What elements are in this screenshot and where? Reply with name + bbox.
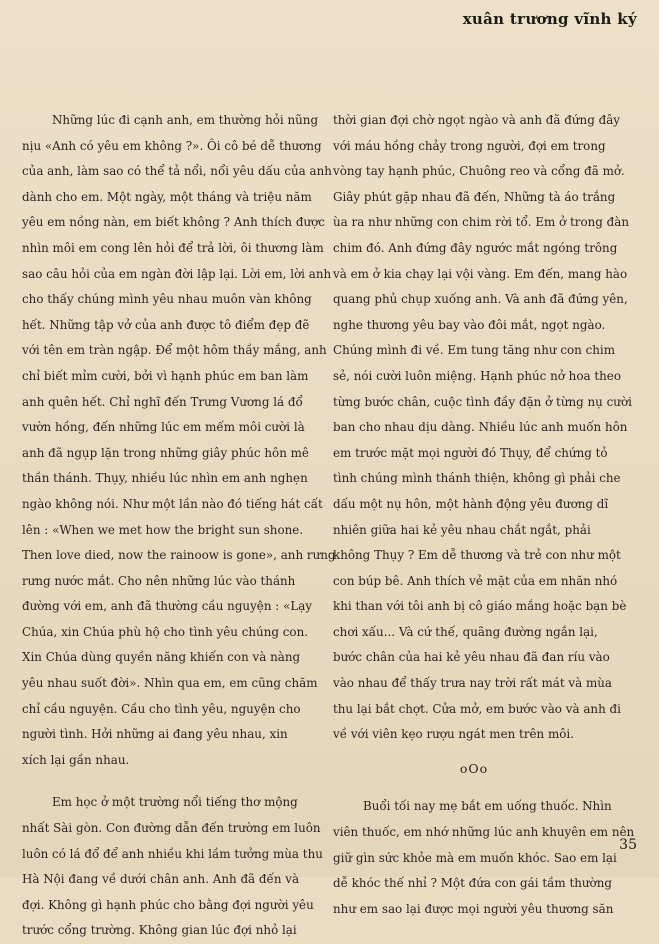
text-line: chim đó. Anh đứng đây ngước mắt ngóng trông	[333, 240, 618, 255]
text-line: nhìn môi em cong lên hỏi để trả lời, ôi thương làm	[22, 240, 324, 255]
paragraph	[333, 108, 632, 748]
text-line: chỉ biết mỉm cười, bởi vì hạnh phúc em ban làm	[22, 368, 309, 383]
text-line: ngào không nói. Như một lần nào đó tiếng hát cất	[22, 496, 323, 511]
text-line: đường với em, anh đã thường cầu nguyện : «Lạy	[22, 599, 313, 614]
text-line: yêu nhau suốt đời». Nhìn qua em, em cũng chăm	[22, 676, 318, 691]
text-line: người tình. Hởi những ai đang yêu nhau, xin	[22, 727, 288, 742]
text-line: viên thuốc, em nhớ những lúc anh khuyên em nên	[333, 825, 635, 840]
text-line: luôn có lá đổ để anh nhiều khi lầm tưởng mùa thu	[22, 846, 323, 861]
text-line: không Thụy ? Em dễ thương và trẻ con như một	[333, 548, 621, 563]
text-line: thu lại bắt chợt. Cửa mở, em bước vào và anh đi	[333, 701, 621, 716]
text-line: rưng nước mắt. Cho nên những lúc vào thánh	[22, 573, 296, 588]
text-line: Xin Chúa dùng quyền năng khiến con và nàng	[22, 650, 301, 665]
paragraph	[22, 790, 323, 944]
text-line: và em ở kia chạy lại vội vàng. Em đến, mang hào	[333, 266, 628, 281]
left-column	[22, 108, 336, 944]
text-line: ùa ra như những con chim rời tổ. Em ở trong đàn	[333, 215, 630, 230]
text-line: từng bước chân, cuộc tình đầy đặn ở từng nụ cười	[333, 394, 632, 409]
text-line: thần thánh. Thụy, nhiều lúc nhìn em anh nghẹn	[22, 471, 308, 486]
text-line: nhiên giữa hai kẻ yêu nhau chắt ngắt, phải	[333, 522, 591, 537]
text-line: bước chân của hai kẻ yêu nhau đã đan ríu vào	[333, 650, 610, 665]
text-line: em trước mặt mọi người đó Thụy, để chứng tỏ	[333, 445, 608, 460]
text-line: của anh, làm sao có thể tả nổi, nổi yêu dấu của anh	[22, 164, 332, 179]
text-line: vào nhau để thấy trưa nay trời rất mát và mùa	[333, 676, 613, 691]
paragraph-gap	[22, 773, 304, 790]
text-line: về với viên kẹo rượu ngát men trên môi.	[333, 727, 575, 742]
text-line: dành cho em. Một ngày, một tháng và triệu năm	[22, 189, 312, 204]
text-line: dấu một nụ hôn, một hành động yêu đương dĩ	[333, 496, 609, 511]
text-line: Then love died, now the rainoow is gone», anh rưng	[22, 548, 336, 563]
text-line: dễ khóc thế nhỉ ? Một đứa con gái tầm thường	[333, 876, 612, 891]
text-line: Giây phút gặp nhau đã đến, Những tà áo trắng	[333, 189, 616, 204]
text-line: hết. Những tập vở của anh được tô điểm đẹp đẽ	[22, 317, 310, 332]
text-line: xích lại gần nhau.	[22, 752, 130, 767]
text-line: cho thấy chúng mình yêu nhau muôn vàn không	[22, 292, 312, 307]
text-line: chơi xấu... Và cứ thế, quãng đường ngắn lại,	[333, 624, 598, 639]
text-line: giữ gìn sức khỏe mà em muốn khóc. Sao em lại	[333, 850, 617, 865]
text-line: anh đã ngụp lặn trong những giây phúc hôn mê	[22, 445, 309, 460]
text-line: với tên em tràn ngập. Để một hôm thầy mắng, anh	[22, 343, 327, 358]
text-line: Chúng mình đi về. Em tung tăng như con chim	[333, 343, 615, 358]
paragraph	[22, 108, 336, 773]
text-line: như em sao lại được mọi người yêu thương săn	[333, 901, 614, 916]
section-separator: oOo	[459, 760, 489, 776]
text-line: chỉ cầu nguyện. Cầu cho tình yêu, nguyện cho	[22, 701, 301, 716]
text-line: quang phủ chụp xuống anh. Và anh đã đứng yên,	[333, 292, 628, 307]
text-line: đợi. Không gì hạnh phúc cho bằng đợi người yêu	[22, 897, 314, 912]
text-line: vườn hồng, đến những lúc em mếm môi cười là	[22, 420, 305, 435]
text-line: anh quên hết. Chỉ nghĩ đến Trưng Vương lá đổ	[22, 394, 303, 409]
text-line: sẻ, nói cười luôn miệng. Hạnh phúc nở hoa theo	[333, 368, 621, 383]
page-number: 35	[619, 837, 637, 853]
text-line: Hà Nội đang về dưới chân anh. Anh đã đến và	[22, 872, 300, 887]
text-line: sao câu hỏi của em ngàn đời lập lại. Lời em, lời anh	[22, 266, 332, 281]
text-line: nhất Sài gòn. Con đường dẫn đến trường em luôn	[22, 821, 321, 836]
text-line: khi than với tôi anh bị cô giáo mắng hoặc bạn bè	[333, 599, 627, 614]
running-header: xuân trương vĩnh ký	[462, 10, 637, 28]
text-line: thời gian đợi chờ ngọt ngào và anh đã đứng đây	[333, 113, 621, 127]
text-line: nịu «Anh có yêu em không ?». Ôi cô bé dễ thương	[22, 138, 322, 153]
text-line: tình chúng mình thánh thiện, không gì phải che	[333, 471, 621, 486]
text-line: với máu hồng chảy trong người, đợi em trong	[333, 138, 606, 153]
text-line: Những lúc đi cạnh anh, em thường hỏi nũng	[52, 113, 319, 127]
text-line: yêu em nồng nàn, em biết không ? Anh thích được	[22, 215, 325, 230]
text-line: ban cho nhau dịu dàng. Nhiều lúc anh muốn hôn	[333, 420, 628, 435]
text-line: nghe thương yêu bay vào đôi mắt, ngọt ngào.	[333, 317, 606, 332]
text-line: Chúa, xin Chúa phù hộ cho tình yêu chúng con.	[22, 624, 309, 639]
text-line: Em học ở một trường nổi tiếng thơ mộng	[52, 795, 298, 810]
text-line: lên : «When we met how the bright sun shone.	[22, 522, 304, 537]
text-line: trước cổng trường. Không gian lúc đợi nhỏ lại	[22, 923, 297, 938]
text-line: Buổi tối nay mẹ bắt em uống thuốc. Nhìn	[363, 799, 612, 814]
text-line: vòng tay hạnh phúc, Chuông reo và cổng đã mở.	[333, 164, 625, 179]
text-line: con búp bê. Anh thích vẻ mặt của em nhăn nhó	[333, 573, 618, 588]
